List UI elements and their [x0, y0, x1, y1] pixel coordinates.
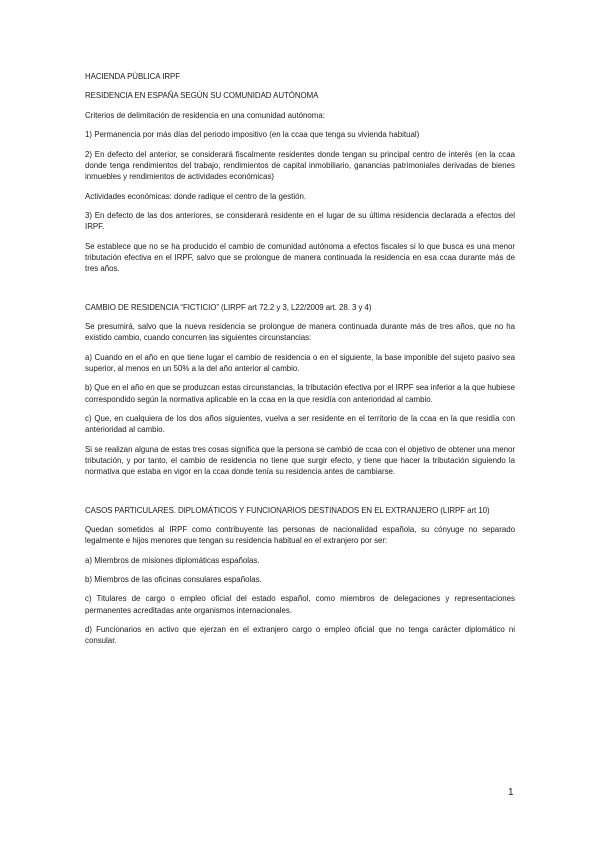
paragraph: b) Que en el año en que se produzcan estas circunstancias, la tributación efectiva por el IRPF sea inferior a la que hubiese correspondido según la normativa aplicable en la ccaa en la que residía con anterioridad al cambio. [85, 383, 515, 404]
section-title-cambio-residencia: CAMBIO DE RESIDENCIA “FICTICIO” (LIRPF art 72.2 y 3, L22/2009 art. 28. 3 y 4) [85, 302, 372, 312]
paragraph: d) Funcionarios en activo que ejerzan en el extranjero cargo o empleo oficial que no tenga carácter diplomático ni consular. [85, 625, 515, 646]
paragraph: Se presumirá, salvo que la nueva residencia se prolongue de manera continuada durante más de tres años, que no ha existido cambio, cuando concurren las siguientes circunstancias: [85, 321, 515, 343]
document-body [85, 71, 515, 655]
section-title-casos-particulares: CASOS PARTICULARES. DIPLOMÁTICOS Y FUNCIONARIOS DESTINADOS EN EL EXTRANJERO (LIRPF art 10) [85, 505, 490, 515]
paragraph: Si se realizan alguna de estas tres cosas significa que la persona se cambió de ccaa con el objetivo de obtener una menor tributación, y por tanto, el cambio de residencia no tiene que surgir efecto, y tiene que hacer la tributación siguiendo la normativa que estaba en vigor en la ccaa donde tenía su residencia antes de cambiarse. [85, 444, 515, 477]
page-number: 1 [508, 787, 514, 798]
paragraph: Se establece que no se ha producido el cambio de comunidad autónoma a efectos fiscales si lo que busca es una menor tributación efectiva en el IRPF, salvo que se prolongue de manera continuada la residencia en esa ccaa durante más de tres años. [85, 241, 515, 274]
paragraph: b) Miembros de las oficinas consulares españolas. [85, 575, 262, 585]
document-heading: HACIENDA PÚBLICA IRPF [85, 72, 180, 81]
paragraph: Quedan sometidos al IRPF como contribuyente las personas de nacionalidad española, su cónyuge no separado legalmente e hijos menores que tengan su residencia habitual en el extranjero por ser: [85, 524, 515, 546]
paragraph: Actividades económicas: donde radique el centro de la gestión. [85, 191, 307, 201]
section-title-residencia: RESIDENCIA EN ESPAÑA SEGÚN SU COMUNIDAD AUTÓNOMA [85, 91, 319, 101]
paragraph: c) Titulares de cargo o empleo oficial del estado español, como miembros de delegaciones y representaciones permanentes acreditadas ante organismos internacionales. [85, 594, 515, 615]
paragraph: 2) En defecto del anterior, se considerará fiscalmente residentes donde tengan su principal centro de interés (en la ccaa donde tenga rendimientos del trabajo, rendimientos de capital inmobiliario, ganancias patrimoniales derivadas de bienes inmuebles y rendimientos de actividades económicas) [85, 149, 515, 182]
paragraph: 1) Permanencia por más días del periodo impositivo (en la ccaa que tenga su vivienda habitual) [85, 130, 420, 140]
paragraph: Criterios de delimitación de residencia en una comunidad autónoma: [85, 110, 325, 120]
paragraph: a) Cuando en el año en que tiene lugar el cambio de residencia o en el siguiente, la base imponible del sujeto pasivo sea superior, al menos en un 50% a la del año anterior al cambio. [85, 352, 515, 373]
paragraph: a) Miembros de misiones diplomáticas españolas. [85, 555, 260, 565]
paragraph: c) Que, en cualquiera de los dos años siguientes, vuelva a ser residente en el territorio de la ccaa en la que residía con anterioridad al cambio. [85, 413, 515, 435]
paragraph: 3) En defecto de las dos anteriores, se considerará residente en el lugar de su última residencia declarada a efectos del IRPF. [85, 210, 515, 232]
